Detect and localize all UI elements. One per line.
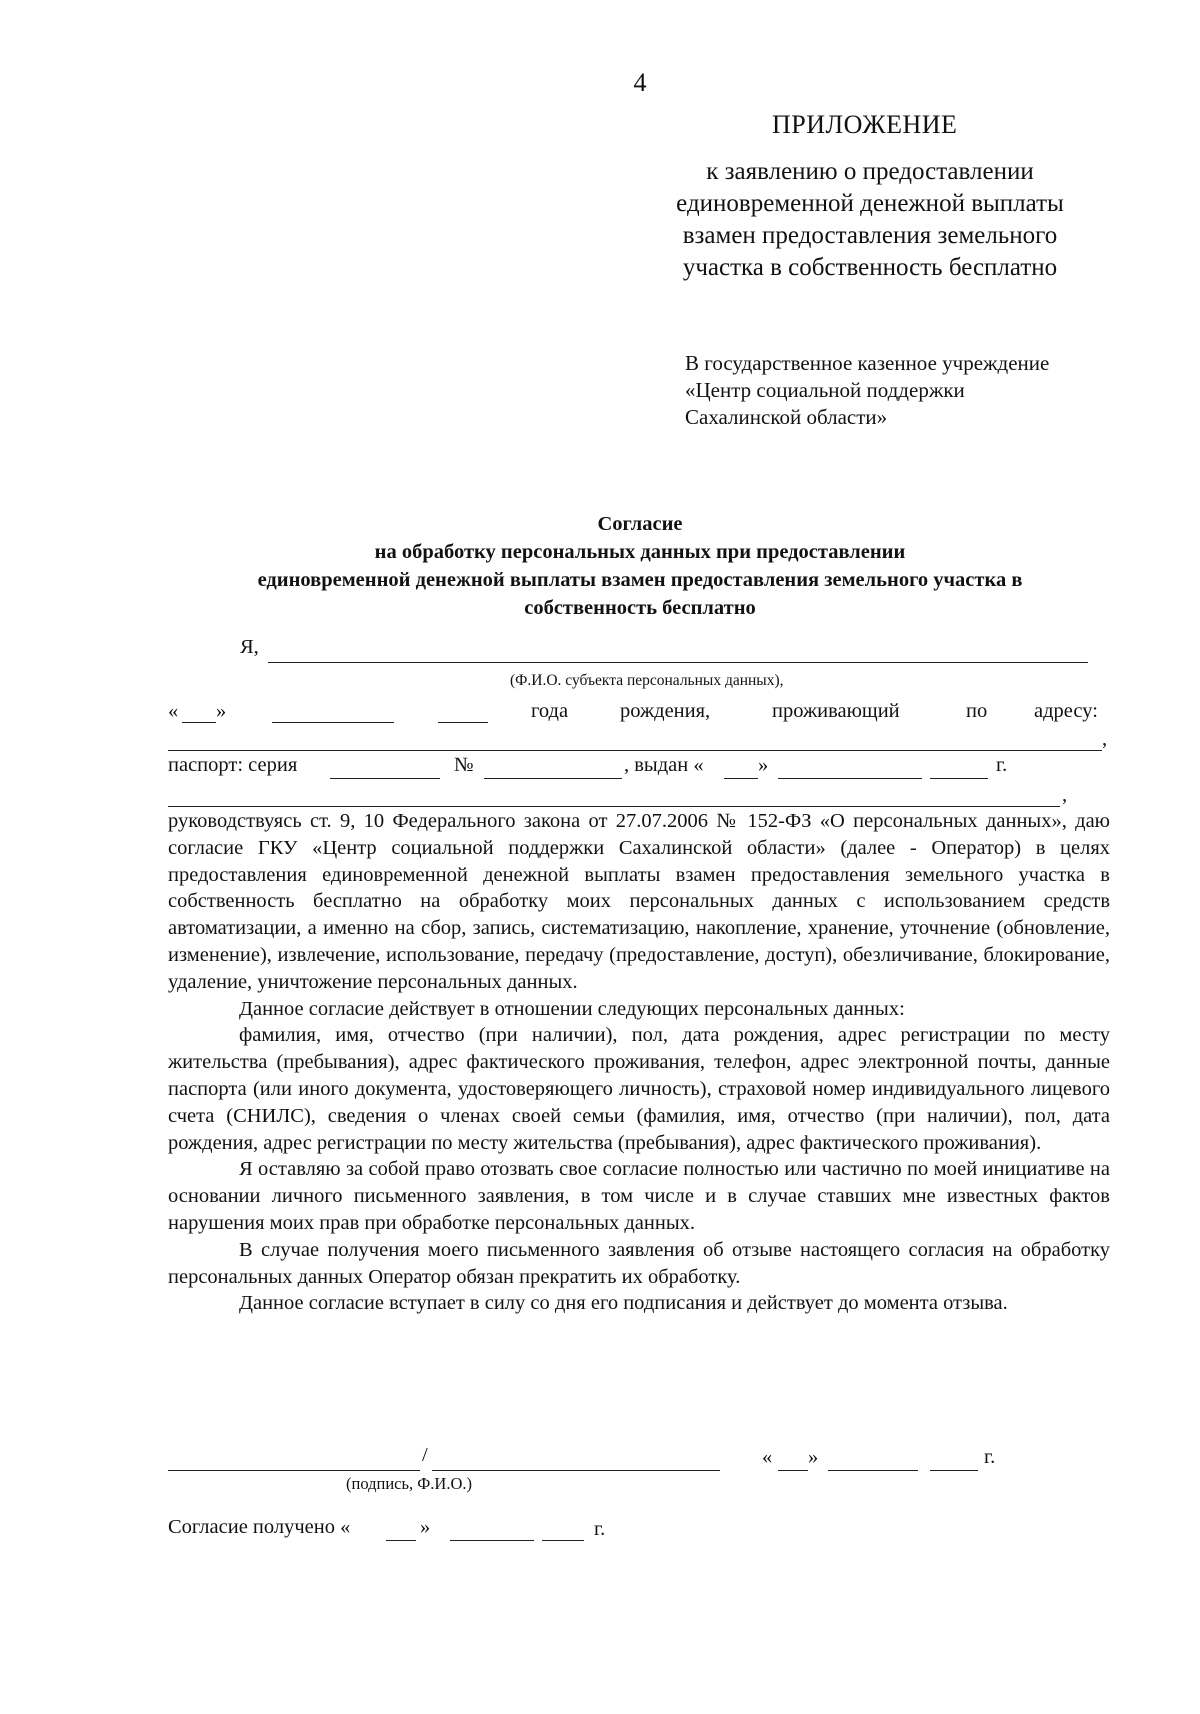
consent-heading: Согласие (597, 513, 683, 535)
signature-year-field[interactable] (930, 1470, 978, 1471)
consent-title (150, 510, 1130, 622)
address-comma: , (1102, 728, 1108, 750)
appendix-subtitle-line: к заявлению о предоставлении (706, 158, 1034, 185)
issued-year-suffix: г. (996, 754, 1008, 776)
received-quote-close: » (420, 1516, 431, 1538)
received-year-suffix: г. (594, 1518, 606, 1540)
issued-label: , выдан « (624, 754, 704, 776)
addressee-line: «Центр социальной поддержки (685, 378, 965, 402)
fio-field[interactable] (268, 662, 1088, 663)
body-paragraph: фамилия, имя, отчество (при наличии), пол, дата рождения, адрес регистрации по месту жительства (пребывания), адрес фактического проживания, телефон, адрес электронной почты, данные паспорта (или иного документа, удостоверяющего личность), страховой номер индивидуального лицевого счета (СНИЛС), сведения о членах своей семьи (фамилия, имя, отчество (при наличии), пол, дата рождения, адрес регистрации по месту жительства (пребывания), адрес фактического проживания). (168, 1024, 1110, 1154)
consent-title-line: собственность бесплатно (524, 597, 756, 619)
birth-word: адресу: (1034, 700, 1098, 722)
addressee-line: Сахалинской области» (685, 405, 888, 429)
birth-year-field[interactable] (438, 722, 488, 723)
addressee-block (685, 350, 1145, 431)
signature-name-field[interactable] (432, 1470, 720, 1471)
body-paragraph: Данное согласие вступает в силу со дня его подписания и действует до момента отзыва. (239, 1292, 1008, 1315)
birth-word: проживающий (772, 700, 900, 722)
signature-quote-close: » (808, 1446, 819, 1468)
body-paragraph: руководствуясь ст. 9, 10 Федерального закона от 27.07.2006 № 152-ФЗ «О персональных данных», даю согласие ГКУ «Центр социальной поддержки Сахалинской области» (далее - Оператор) в целях предоставления единовременной денежной выплаты взамен предоставления земельного участка в собственность бесплатно на обработку моих персональных данных с использованием средств автоматизации, а именно на сбор, запись, систематизацию, накопление, хранение, уточнение (обновление, изменение), извлечение, использование, передачу (предоставление, доступ), обезличивание, блокирование, удаление, уничтожение персональных данных. (168, 810, 1110, 993)
signature-caption: (подпись, Ф.И.О.) (346, 1474, 472, 1493)
signature-month-field[interactable] (828, 1470, 918, 1471)
consent-body (168, 808, 1110, 1317)
passport-number-label: № (454, 754, 474, 776)
addressee-line: В государственное казенное учреждение (685, 351, 1050, 375)
appendix-title: ПРИЛОЖЕНИЕ (772, 110, 958, 139)
passport-number-field[interactable] (484, 778, 622, 779)
appendix-subtitle-line: участка в собственность бесплатно (682, 254, 1058, 281)
received-year-field[interactable] (542, 1540, 584, 1541)
address-field[interactable] (168, 750, 1102, 751)
received-label: Согласие получено « (168, 1516, 351, 1538)
appendix-subtitle-line: единовременной денежной выплаты (676, 190, 1064, 217)
signature-day-field[interactable] (778, 1470, 808, 1471)
issued-month-field[interactable] (778, 778, 922, 779)
body-paragraph: Данное согласие действует в отношении следующих персональных данных: (239, 997, 905, 1020)
received-day-field[interactable] (386, 1540, 416, 1541)
issuer-comma: , (1062, 784, 1068, 806)
birth-day-field[interactable] (182, 722, 216, 723)
signature-quote-open: « (762, 1446, 773, 1468)
body-paragraph: В случае получения моего письменного заявления об отзыве настоящего согласия на обработку персональных данных Оператор обязан прекратить их обработку. (168, 1238, 1110, 1288)
passport-series-field[interactable] (330, 778, 440, 779)
passport-label: паспорт: серия (168, 754, 298, 776)
issued-year-field[interactable] (930, 778, 988, 779)
birth-word: года (531, 700, 569, 722)
birth-word: рождения, (620, 700, 711, 722)
appendix-subtitle-line: взамен предоставления земельного (682, 222, 1058, 249)
signature-field[interactable] (168, 1470, 420, 1471)
birth-day-quote-open: « (168, 700, 179, 722)
birth-month-field[interactable] (272, 722, 394, 723)
received-month-field[interactable] (450, 1540, 534, 1541)
page-number: 4 (633, 68, 647, 97)
consent-title-line: на обработку персональных данных при предоставлении (374, 541, 906, 563)
issued-day-field[interactable] (724, 778, 758, 779)
birth-day-quote-close: » (216, 700, 227, 722)
issuer-field[interactable] (168, 806, 1060, 807)
i-label: Я, (240, 636, 259, 658)
appendix-subtitle (620, 156, 1120, 284)
issued-quote-close: » (758, 754, 769, 776)
signature-year-suffix: г. (984, 1446, 996, 1468)
consent-title-line: единовременной денежной выплаты взамен предоставления земельного участка в (257, 569, 1023, 591)
body-paragraph: Я оставляю за собой право отозвать свое согласие полностью или частично по моей инициативе на основании личного письменного заявления, в том числе и в случае ставших мне известных фактов нарушения моих прав при обработке персональных данных. (168, 1158, 1110, 1234)
fio-caption: (Ф.И.О. субъекта персональных данных), (510, 672, 784, 689)
birth-word: по (966, 700, 988, 722)
signature-slash: / (422, 1444, 428, 1466)
